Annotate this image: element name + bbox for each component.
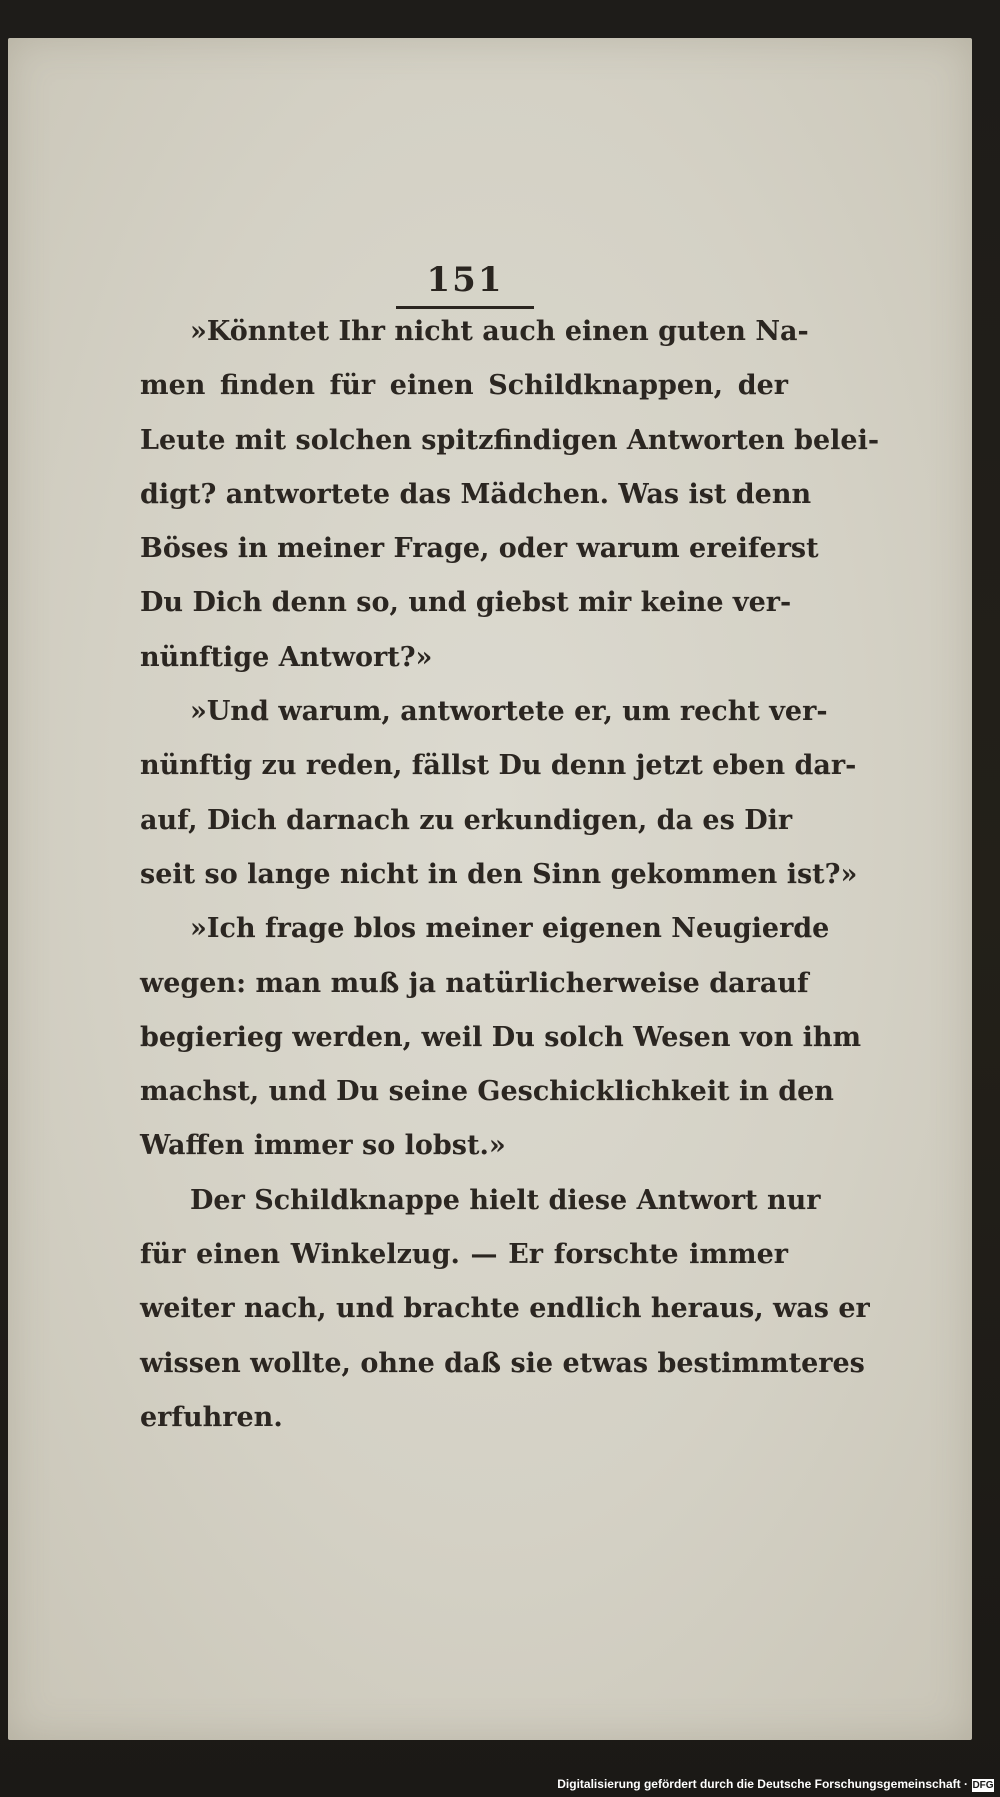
dfg-logo: DFG	[972, 1780, 994, 1791]
text-line: Der Schildknappe hielt diese Antwort nur	[190, 1184, 821, 1216]
text-line: digt? antwortete das Mädchen. Was ist denn	[140, 478, 812, 510]
text-line: für einen Winkelzug. — Er forschte immer	[140, 1239, 788, 1271]
text-line: nünftig zu reden, fällst Du denn jetzt eben dar-	[140, 750, 857, 782]
text-line: Waffen immer so lobst.»	[140, 1130, 506, 1162]
text-line: machst, und Du seine Geschicklichkeit in den	[140, 1076, 834, 1108]
text-line: weiter nach, und brachte endlich heraus, was er	[140, 1293, 870, 1325]
text-line: wissen wollte, ohne daß sie etwas bestimmteres	[140, 1347, 865, 1379]
text-line: »Und warum, antwortete er, um recht ver-	[190, 696, 828, 728]
text-line: Leute mit solchen spitzfindigen Antworten belei-	[140, 424, 880, 456]
text-line: nünftige Antwort?»	[140, 641, 433, 673]
text-line: Du Dich denn so, und giebst mir keine ver-	[140, 587, 792, 619]
text-line: seit so lange nicht in den Sinn gekommen ist?»	[140, 858, 858, 890]
text-line: »Ich frage blos meiner eigenen Neugierde	[190, 913, 830, 945]
text-line: auf, Dich darnach zu erkundigen, da es Dir	[140, 804, 793, 836]
body-text	[140, 305, 880, 1445]
text-line: Böses in meiner Frage, oder warum ereiferst	[140, 533, 819, 565]
text-line: »Könntet Ihr nicht auch einen guten Na-	[190, 316, 809, 347]
page-number: 151	[426, 260, 504, 300]
text-line: wegen: man muß ja natürlicherweise darauf	[140, 967, 809, 999]
text-line: begierieg werden, weil Du solch Wesen von ihm	[140, 1021, 862, 1053]
text-line: erfuhren.	[140, 1401, 283, 1433]
text-line: men finden für einen Schildknappen, der	[140, 370, 788, 402]
digitization-credit: Digitalisierung gefördert durch die Deutsche Forschungsgemeinschaft ·	[557, 1777, 968, 1791]
